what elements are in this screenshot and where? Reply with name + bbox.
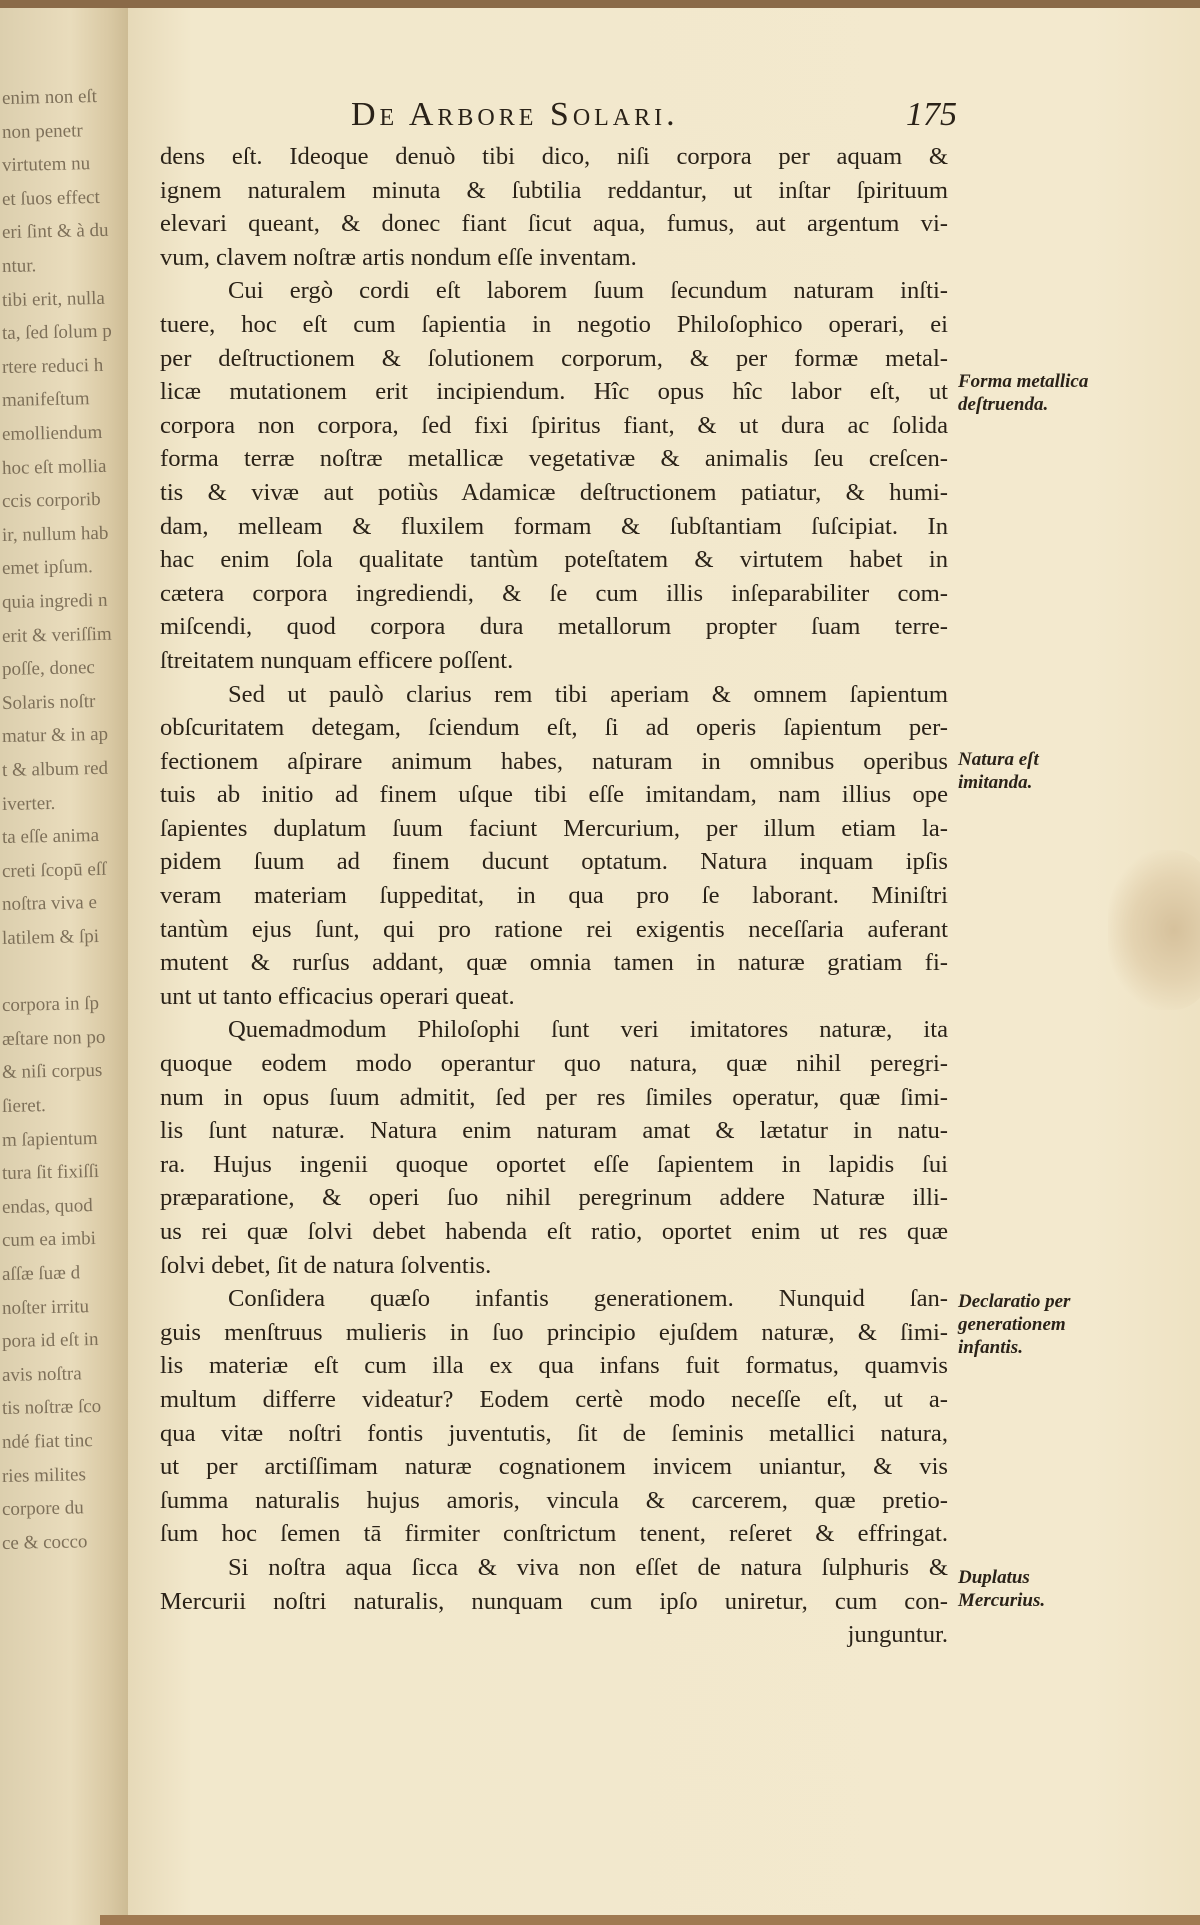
facing-page-text: iverter. xyxy=(1,792,56,815)
facing-page-text: ries milites xyxy=(1,1463,87,1487)
text-line: obſcuritatem detegam, ſciendum eſt, ſi ad operis ſapientum per- xyxy=(160,714,948,742)
text-line: cætera corpora ingrediendi, & ſe cum illis inſeparabiliter com- xyxy=(160,579,948,607)
facing-page-text: ndé fiat tinc xyxy=(1,1430,93,1453)
text-line: junguntur. xyxy=(847,1621,948,1649)
facing-page-text: ta eſſe anima xyxy=(1,825,100,849)
text-line: miſcendi, quod corpora dura metallorum propter ſuam terre- xyxy=(160,613,948,641)
text-line: quoque eodem modo operantur quo natura, quæ nihil peregri- xyxy=(160,1050,948,1078)
text-line: ut per arctiſſimam naturæ cognationem invicem uniantur, & vis xyxy=(160,1453,948,1481)
text-line: præparatione, & operi ſuo nihil peregrinum addere Naturæ illi- xyxy=(160,1184,948,1212)
text-line: ſumma naturalis hujus amoris, vincula & carcerem, quæ pretio- xyxy=(160,1486,948,1514)
text-line: pidem ſuum ad finem ducunt optatum. Natura inquam ipſis xyxy=(160,848,948,876)
facing-page-text: t & album red xyxy=(1,757,109,781)
facing-page-gutter xyxy=(0,8,128,1925)
bottom-edge xyxy=(100,1915,1200,1925)
text-line: Conſidera quæſo infantis generationem. Nunquid ſan- xyxy=(228,1285,948,1313)
running-title: De Arbore Solari. xyxy=(351,96,679,133)
body-text xyxy=(160,140,948,1652)
top-edge xyxy=(0,0,1200,8)
facing-page-text: Solaris noſtr xyxy=(1,690,96,714)
facing-page-text: hoc eſt mollia xyxy=(1,455,107,479)
text-line: Sed ut paulò clarius rem tibi aperiam & omnem ſapientum xyxy=(228,680,948,708)
facing-page-text: creti ſcopū eſſ xyxy=(1,858,107,882)
facing-page-text: ce & cocco xyxy=(1,1531,88,1554)
text-line: num in opus ſuum admitit, ſed per res ſimiles operatur, quæ ſimi- xyxy=(160,1083,948,1111)
text-line: tis & vivæ aut potiùs Adamicæ deſtructionem patiatur, & humi- xyxy=(160,478,948,506)
facing-page-text: & niſi corpus xyxy=(1,1060,103,1084)
facing-page-text: ſieret. xyxy=(1,1095,46,1117)
text-line: Si noſtra aqua ſicca & viva non eſſet de natura ſulphuris & xyxy=(228,1553,948,1581)
text-line: ſum hoc ſemen tā firmiter conſtrictum tenent, reſeret & effringat. xyxy=(160,1520,948,1548)
facing-page-text: tibi erit, nulla xyxy=(1,287,106,311)
facing-page-text: eri ſint & à du xyxy=(1,220,109,244)
facing-page-text: noſter irritu xyxy=(1,1295,90,1319)
text-line: per deſtructionem & ſolutionem corporum, & per formæ metal- xyxy=(160,344,948,372)
text-line: licæ mutationem erit incipiendum. Hîc opus hîc labor eſt, ut xyxy=(160,378,948,406)
facing-page-text: tis noſtræ ſco xyxy=(1,1396,102,1420)
facing-page-text: emet ipſum. xyxy=(1,556,93,580)
facing-page-text: m ſapientum xyxy=(1,1127,98,1151)
facing-page-text: emolliendum xyxy=(1,421,103,445)
facing-page-text: noſtra viva e xyxy=(1,892,98,916)
text-line: dens eſt. Ideoque denuò tibi dico, niſi corpora per aquam & xyxy=(160,143,948,170)
text-line: ſolvi debet, ſit de natura ſolventis. xyxy=(160,1251,492,1279)
facing-page-text: endas, quod xyxy=(1,1194,93,1218)
facing-page-text: matur & in ap xyxy=(1,724,109,748)
text-line: Cui ergò cordi eſt laborem ſuum ſecundum naturam inſti- xyxy=(228,277,948,305)
text-line: dam, melleam & fluxilem formam & ſubſtantiam ſuſcipiat. In xyxy=(160,512,948,540)
text-line: tuere, hoc eſt cum ſapientia in negotio Philoſophico operari, ei xyxy=(160,310,948,338)
text-line: ra. Hujus ingenii quoque oportet eſſe ſapientem in lapidis ſui xyxy=(160,1150,948,1178)
margin-note-natura: Natura eſt imitanda. xyxy=(958,749,1039,793)
facing-page-text: aſſæ ſuæ d xyxy=(1,1262,81,1285)
facing-page-text: enim non eſt xyxy=(1,86,98,109)
facing-page-text: non penetr xyxy=(1,119,83,143)
facing-page-text: pora id eſt in xyxy=(1,1329,99,1353)
margin-note-forma: Forma metallica deſtruenda. xyxy=(958,371,1089,415)
facing-page-text: ccis corporib xyxy=(1,489,101,513)
facing-page-text: poſſe, donec xyxy=(1,657,96,681)
text-line: lis ſunt naturæ. Natura enim naturam amat & lætatur in natu- xyxy=(160,1117,948,1145)
text-line: tuis ab initio ad finem uſque tibi eſſe imitandam, nam illius ope xyxy=(160,781,948,809)
margin-note-declaratio: Declaratio per generationem infantis. xyxy=(958,1291,1071,1358)
text-line: fectionem aſpirare animum habes, naturam in omnibus operibus xyxy=(160,747,948,775)
facing-page-text: cum ea imbi xyxy=(1,1228,97,1252)
text-line: Quemadmodum Philoſophi ſunt veri imitatores naturæ, ita xyxy=(228,1016,948,1044)
facing-page-text: ir, nullum hab xyxy=(1,522,109,546)
text-line: tantùm ejus ſunt, qui pro ratione rei exigentis neceſſaria auferant xyxy=(160,915,948,943)
text-line: Mercurii noſtri naturalis, nunquam cum ipſo uniretur, cum con- xyxy=(160,1587,948,1615)
text-line: us rei quæ ſolvi debet habenda eſt ratio, oportet enim ut res quæ xyxy=(160,1218,948,1245)
paper-stain xyxy=(1108,850,1200,1010)
facing-page-text: æſtare non po xyxy=(1,1026,106,1050)
text-line: elevari queant, & donec fiant ſicut aqua, fumus, aut argentum vi- xyxy=(160,210,948,238)
text-line: corpora non corpora, ſed fixi ſpiritus fiant, & ut dura ac ſolida xyxy=(160,411,948,439)
text-line: guis menſtruus mulieris in ſuo principio ejuſdem naturæ, & ſimi- xyxy=(160,1318,948,1346)
facing-page-text: erit & veriſſim xyxy=(1,623,112,647)
text-line: ſapientes duplatum ſuum faciunt Mercurium, per illum etiam la- xyxy=(160,814,948,842)
text-line: multum differre videatur? Eodem certè modo neceſſe eſt, ut a- xyxy=(160,1385,948,1413)
text-line: unt ut tanto efficacius operari queat. xyxy=(160,982,515,1010)
facing-page-text: rtere reduci h xyxy=(1,354,104,378)
facing-page-text: manifeſtum xyxy=(1,388,90,412)
facing-page-text: ta, ſed ſolum p xyxy=(1,320,112,345)
facing-page-text: quia ingredi n xyxy=(1,589,108,613)
facing-page-text: corpora in ſp xyxy=(1,993,100,1017)
text-line: qua vitæ noſtri fontis juventutis, ſit de ſeminis metallici natura, xyxy=(160,1419,948,1447)
facing-page-text: ntur. xyxy=(1,255,37,277)
page-number: 175 xyxy=(906,96,957,133)
text-line: lis materiæ eſt cum illa ex qua infans fuit formatus, quamvis xyxy=(160,1352,948,1380)
margin-note-duplatus: Duplatus Mercurius. xyxy=(958,1567,1046,1611)
text-line: forma terræ noſtræ metallicæ vegetativæ & animalis ſeu creſcen- xyxy=(160,445,948,473)
page-header xyxy=(226,96,957,136)
text-line: ignem naturalem minuta & ſubtilia reddantur, ut inſtar ſpirituum xyxy=(160,176,948,204)
facing-page-text: tura ſit fixiſſi xyxy=(1,1161,100,1185)
facing-page-text: avis noſtra xyxy=(1,1363,82,1386)
text-line: ſtreitatem nunquam efficere poſſent. xyxy=(160,646,514,674)
facing-page-text: latilem & ſpi xyxy=(1,925,100,949)
text-line: veram materiam ſuppeditat, in qua pro ſe laborant. Miniſtri xyxy=(160,882,948,910)
facing-page-text: virtutem nu xyxy=(1,153,91,177)
facing-page-text: corpore du xyxy=(1,1497,84,1521)
text-line: vum, clavem noſtræ artis nondum eſſe inventam. xyxy=(160,243,637,271)
text-line: hac enim ſola qualitate tantùm poteſtatem & virtutem habet in xyxy=(160,546,948,574)
text-line: mutent & rurſus addant, quæ omnia tamen in naturæ gratiam fi- xyxy=(160,949,948,977)
facing-page-text: et ſuos effect xyxy=(1,186,100,210)
